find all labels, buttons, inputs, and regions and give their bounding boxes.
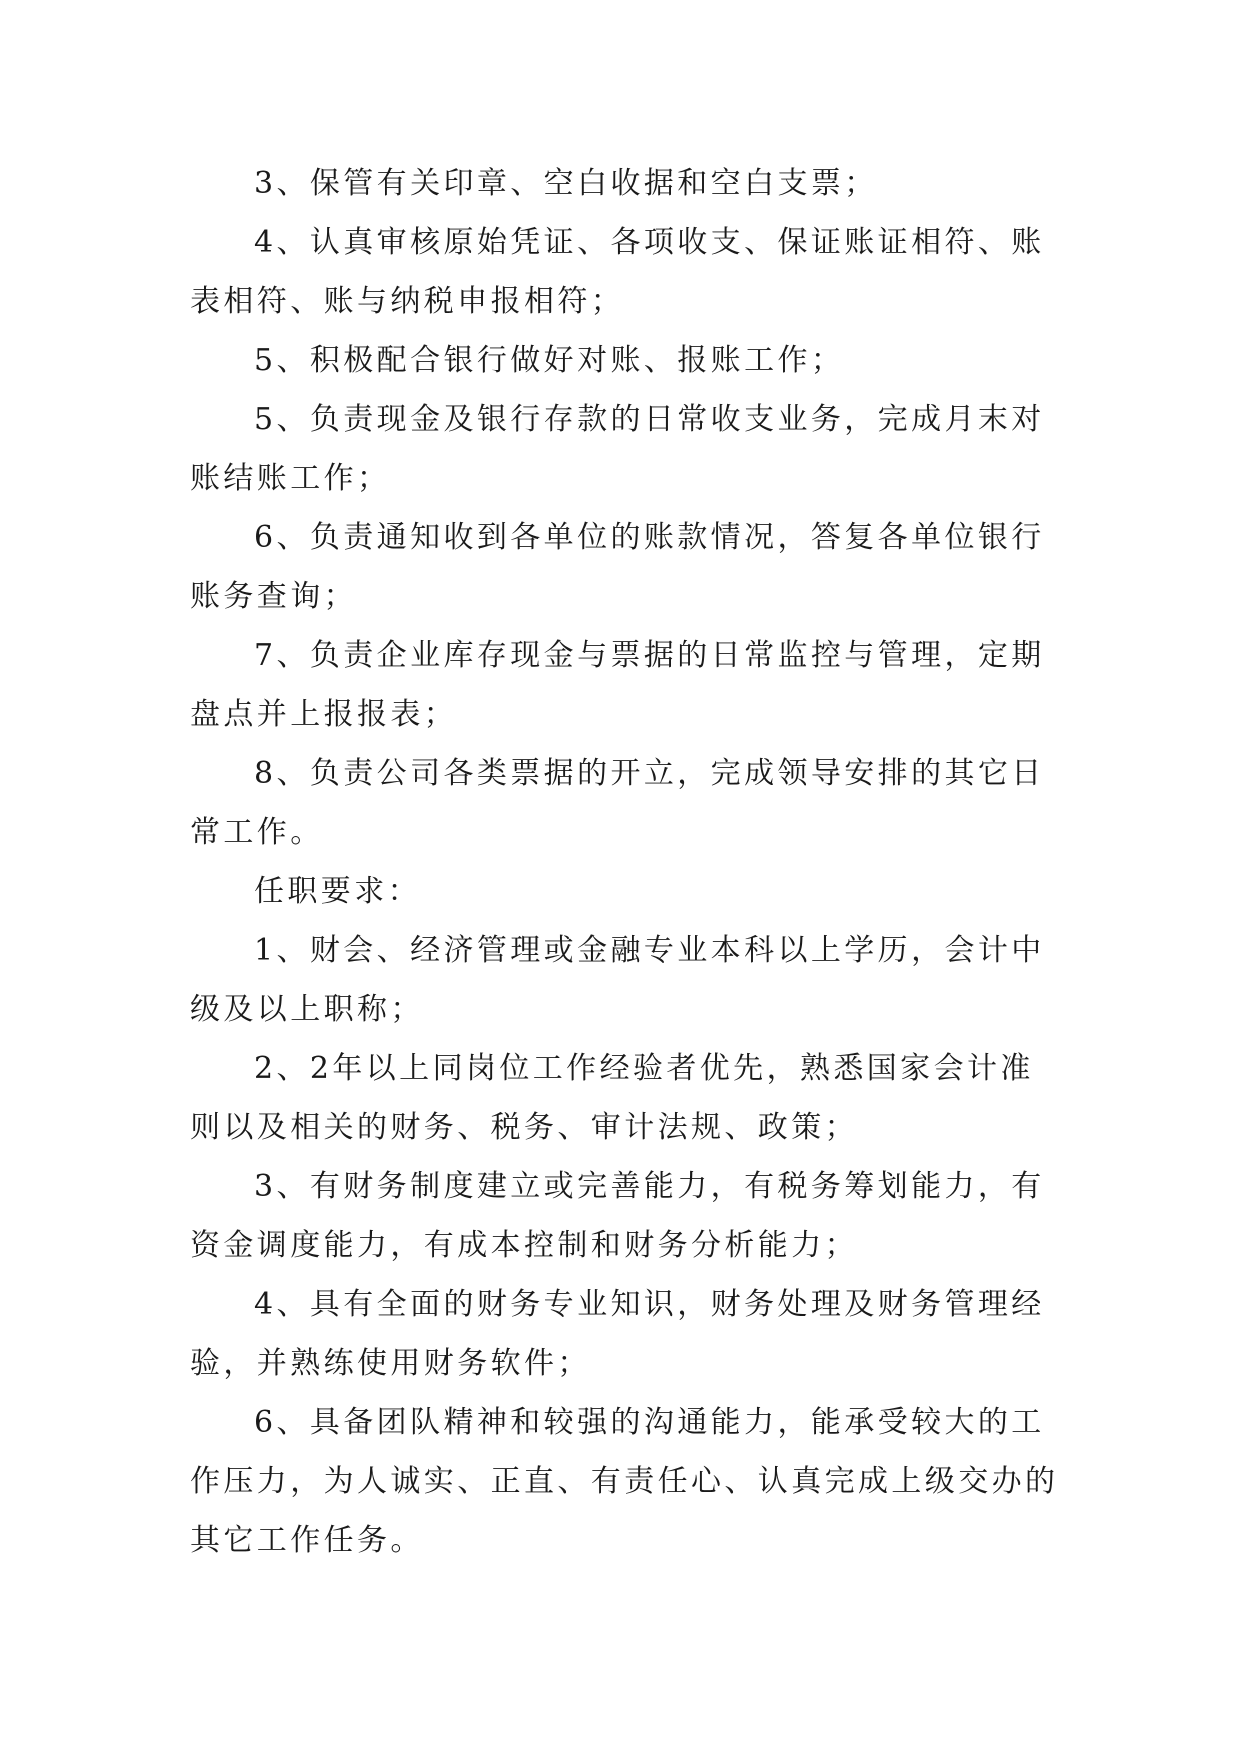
paragraph-requirement-1: 1、财会、经济管理或金融专业本科以上学历，会计中级及以上职称；: [190, 933, 1045, 1027]
paragraph-duty-6: 6、负责通知收到各单位的账款情况，答复各单位银行账务查询；: [190, 520, 1045, 614]
paragraph-duty-4: 4、认真审核原始凭证、各项收支、保证账证相符、账表相符、账与纳税申报相符；: [190, 225, 1045, 319]
paragraph-duty-5a: 5、积极配合银行做好对账、报账工作；: [254, 343, 845, 378]
paragraph-requirement-2: 2、2年以上同岗位工作经验者优先，熟悉国家会计准则以及相关的财务、税务、审计法规、政策；: [190, 1051, 1034, 1145]
paragraph-duty-3: 3、保管有关印章、空白收据和空白支票；: [254, 166, 878, 201]
paragraph-requirement-4: 4、具有全面的财务专业知识，财务处理及财务管理经验，并熟练使用财务软件；: [190, 1287, 1045, 1381]
paragraph-requirement-3: 3、有财务制度建立或完善能力，有税务筹划能力，有资金调度能力，有成本控制和财务分析能力；: [190, 1169, 1045, 1263]
paragraph-duty-8: 8、负责公司各类票据的开立，完成领导安排的其它日常工作。: [190, 756, 1045, 850]
paragraph-requirement-6: 6、具备团队精神和较强的沟通能力，能承受较大的工作压力，为人诚实、正直、有责任心、认真完成上级交办的其它工作任务。: [190, 1405, 1059, 1558]
paragraph-duty-5b: 5、负责现金及银行存款的日常收支业务，完成月末对账结账工作；: [190, 402, 1045, 496]
paragraph-duty-7: 7、负责企业库存现金与票据的日常监控与管理，定期盘点并上报报表；: [190, 638, 1045, 732]
section-heading-requirements: 任职要求：: [254, 874, 421, 909]
document-body: [190, 154, 1060, 1570]
